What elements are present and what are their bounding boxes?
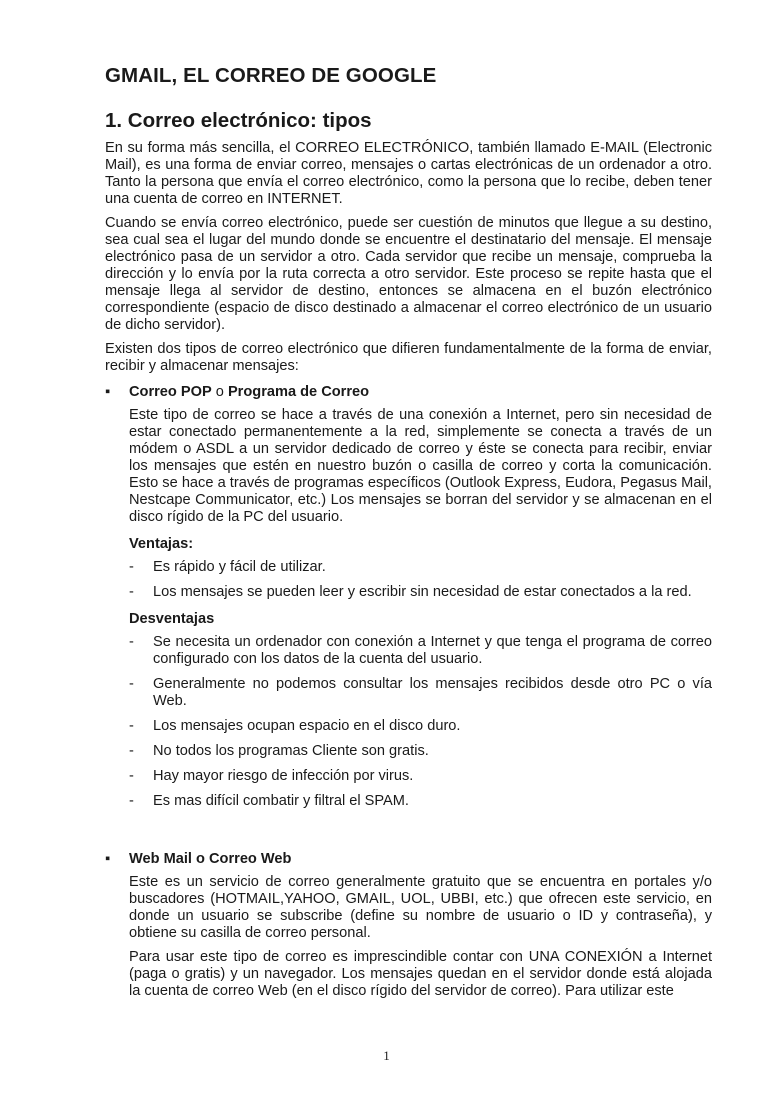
intro-paragraph-2: Cuando se envía correo electrónico, puede ser cuestión de minutos que llegue a su destino, sea cual sea el lugar del mundo donde se encuentre el destinatario del mensaje. El mensaje electrónico pasa de un servidor a otro. Cada servidor que recibe un mensaje, comprueba la dirección y lo envía por la ruta correcta a otro servidor. Este proceso se repite hasta que el mensaje llega al servidor de destino, entonces se almacena en el buzón electrónico correspondiente (espacio de disco destinado a almacenar el correo electrónico de un usuario de dicho servidor). <box>105 215 712 333</box>
list-item-text: Es rápido y fácil de utilizar. <box>153 559 326 575</box>
intro-paragraph-3: Existen dos tipos de correo electrónico que difieren fundamentalmente de la forma de enviar, recibir y almacenar mensajes: <box>105 341 712 374</box>
square-bullet-icon: ▪ <box>105 384 111 400</box>
list-item <box>129 634 712 668</box>
dash-bullet-icon: - <box>129 559 134 575</box>
list-item-text: Es mas difícil combatir y filtral el SPAM. <box>153 793 409 809</box>
dash-bullet-icon: - <box>129 793 134 809</box>
webmail-paragraph-2: Para usar este tipo de correo es imprescindible contar con UNA CONEXIÓN a Internet (paga o gratis) y un navegador. Los mensajes quedan en el servidor donde está alojada la cuenta de correo Web (en el disco rígido del servidor de correo). Para utilizar este <box>129 949 712 999</box>
list-item <box>129 718 712 735</box>
list-item-text: Se necesita un ordenador con conexión a Internet y que tenga el programa de correo configurado con los datos de la cuenta del usuario. <box>153 634 712 667</box>
section-heading: 1. Correo electrónico: tipos <box>105 109 372 132</box>
page-number: 1 <box>383 1048 390 1063</box>
page-content <box>105 63 712 1007</box>
pop-heading-part2: o <box>211 384 228 400</box>
list-item-text: Los mensajes se pueden leer y escribir sin necesidad de estar conectados a la red. <box>153 584 692 600</box>
advantages-list <box>105 559 712 601</box>
dash-bullet-icon: - <box>129 718 134 734</box>
list-item-text: Generalmente no podemos consultar los mensajes recibidos desde otro PC o vía Web. <box>153 676 712 709</box>
webmail-paragraph-1: Este es un servicio de correo generalmente gratuito que se encuentra en portales y/o buscadores (HOTMAIL,YAHOO, GMAIL, UOL, UBBI, etc.) que ofrecen este servicio, en donde un usuario se subscribe (define su nombre de usuario o ID y contraseña), y obtiene su casilla de correo personal. <box>129 874 712 941</box>
list-item <box>129 676 712 710</box>
list-item <box>129 768 712 785</box>
disadvantages-block <box>105 611 712 628</box>
advantages-label: Ventajas: <box>129 536 194 552</box>
list-item-text: Hay mayor riesgo de infección por virus. <box>153 768 414 784</box>
list-item-text: Los mensajes ocupan espacio en el disco duro. <box>153 718 461 734</box>
dash-bullet-icon: - <box>129 634 134 650</box>
intro-paragraph-1: En su forma más sencilla, el CORREO ELECTRÓNICO, también llamado E-MAIL (Electronic Mail), es una forma de enviar correo, mensajes o cartas electrónicas de un ordenador a otro. Tanto la persona que envía el correo electrónico, como la persona que lo recibe, deben tener una cuenta de correo en INTERNET. <box>105 140 712 207</box>
spacer <box>105 818 712 842</box>
pop-heading-part1: Correo POP <box>129 384 212 400</box>
pop-description: Este tipo de correo se hace a través de una conexión a Internet, pero sin necesidad de estar conectado permanentemente a la red, simplemente se conecta a través de un módem o ASDL a un servidor dedicado de correo y éste se conecta para recibir, enviar los mensajes que estén en nuestro buzón o casilla de correo y corta la comunicación. Esto se hace a través de programas específicos (Outlook Express, Eudora, Pegasus Mail, Nestcape Communicator, etc.) Los mensajes se borran del servidor y se almacenan en el disco rígido de la PC del usuario. <box>129 407 712 525</box>
pop-heading-part3: Programa de Correo <box>227 384 370 400</box>
list-item <box>129 793 712 810</box>
dash-bullet-icon: - <box>129 768 134 784</box>
dash-bullet-icon: - <box>129 584 134 600</box>
disadvantages-list <box>105 634 712 810</box>
list-item <box>129 743 712 760</box>
dash-bullet-icon: - <box>129 743 134 759</box>
list-item <box>129 584 712 601</box>
webmail-section <box>105 874 712 1000</box>
list-item <box>129 559 712 576</box>
dash-bullet-icon: - <box>129 676 134 692</box>
list-item-text: No todos los programas Cliente son gratis. <box>153 743 429 759</box>
document-title: GMAIL, EL CORREO DE GOOGLE <box>105 64 437 87</box>
pop-heading <box>105 384 712 401</box>
webmail-heading <box>105 851 712 868</box>
disadvantages-label: Desventajas <box>129 611 215 627</box>
square-bullet-icon: ▪ <box>105 851 111 867</box>
webmail-heading-text: Web Mail o Correo Web <box>129 851 292 867</box>
pop-section <box>105 407 712 553</box>
